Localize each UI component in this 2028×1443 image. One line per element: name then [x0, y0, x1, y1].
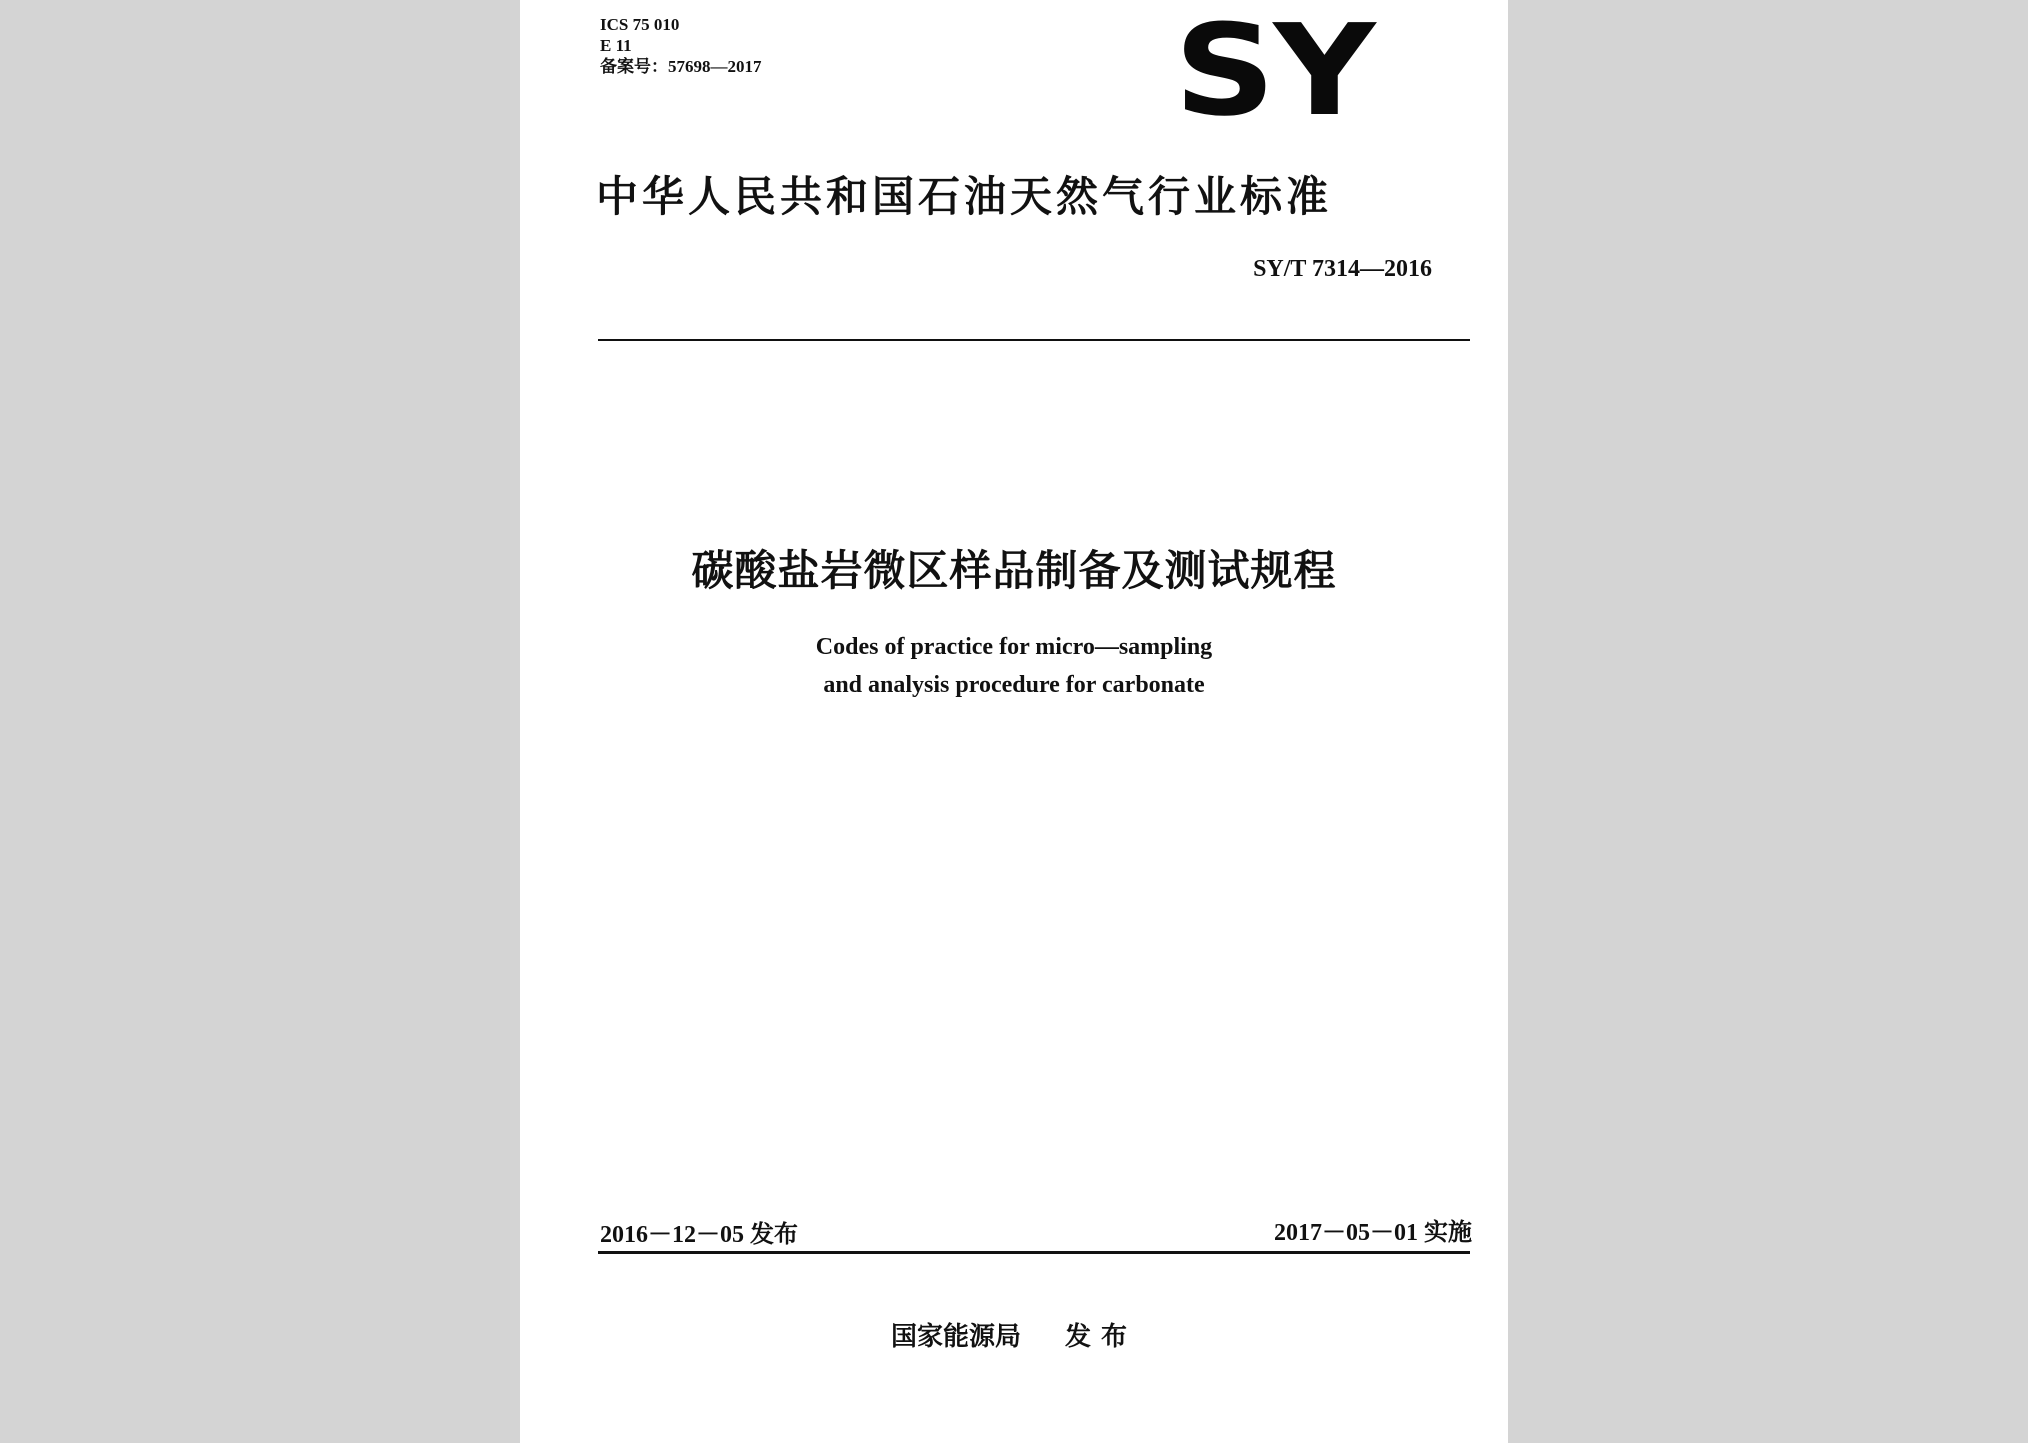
bottom-divider: [598, 1251, 1470, 1254]
publisher-line: [520, 1316, 1508, 1353]
document-page: [520, 0, 1508, 1443]
standard-number: SY/T 7314—2016: [1253, 256, 1432, 282]
publish-date: 2016－12－05 发布: [600, 1222, 798, 1248]
ccs-code: E 11: [600, 36, 632, 55]
record-number: 备案号：57698—2017: [600, 57, 762, 76]
ics-code: ICS 75 010: [600, 15, 680, 34]
document-title-en: [520, 628, 1508, 704]
classification-block: [600, 14, 762, 77]
publisher-action: 发布: [1065, 1322, 1138, 1352]
sy-logo: SY: [1174, 0, 1374, 144]
document-title-en-line1: Codes of practice for micro—sampling: [815, 634, 1213, 660]
top-divider: [598, 339, 1470, 341]
document-title-en-line2: and analysis procedure for carbonate: [823, 672, 1205, 698]
document-title-cn: 碳酸盐岩微区样品制备及测试规程: [691, 546, 1337, 595]
effective-date: 2017－05－01 实施: [1274, 1220, 1472, 1246]
publisher-name: 国家能源局: [890, 1322, 1021, 1352]
standard-title: 中华人民共和国石油天然气行业标准: [596, 172, 1333, 221]
